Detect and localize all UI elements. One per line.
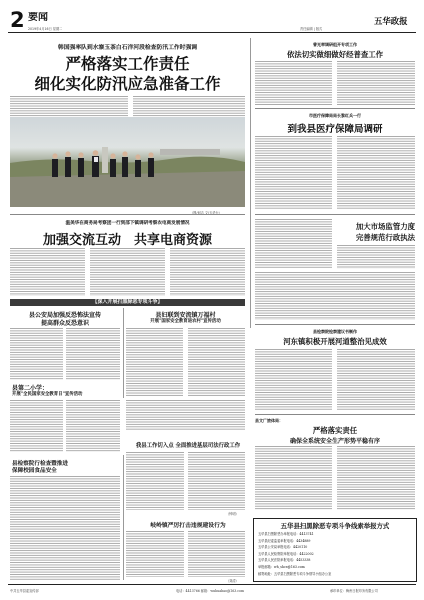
section-title: 要闻 — [28, 12, 48, 23]
rb2-rule — [255, 214, 415, 215]
special-a3-title-2: 开展"全民国家安全教育日"宣传活动 — [12, 392, 83, 397]
ecom-top-rule — [10, 214, 245, 215]
lead-headline-1: 严格落实工作责任 — [65, 54, 190, 73]
lead-headline-2: 细化实化防汛应急准备工作 — [34, 74, 221, 93]
special-a4-title-1: 县检察院行检查暨推进 — [12, 461, 68, 467]
rb5-kicker: 县文广旅体局： — [255, 418, 283, 423]
ecom-body-col-2 — [90, 248, 165, 296]
rb3-rule — [255, 324, 415, 325]
report-line: 五华县纪委监委举报电话：4434889 — [258, 538, 311, 543]
special-a1-body-col-2 — [66, 328, 120, 380]
rb1-headline: 依法切实做细做好经普查工作 — [286, 50, 384, 59]
report-line: 举报邮箱：wh_shce@163.com — [258, 564, 305, 569]
special-a4-title-2: 保障校园食品安全 — [12, 468, 57, 474]
report-box-title: 五华县扫黑除恶专项斗争线索举报方式 — [280, 522, 390, 530]
center-title: 我县工作切入点 全面推进基层司法行政工作 — [135, 443, 241, 449]
editor-info: 责任编辑 | 版式 — [300, 27, 323, 31]
rb4-kicker: 县检察院检察建议书制作 — [313, 329, 357, 334]
rb3-body-right — [337, 245, 415, 269]
rb4-headline: 河东镇积极开展河道整治见成效 — [283, 337, 387, 346]
special-a4-body — [10, 476, 120, 580]
rb4-body-col-1 — [255, 349, 332, 411]
lower-col-divider — [123, 455, 124, 580]
ecom-body-col-1 — [10, 248, 85, 296]
report-line: 五华县扫黑除恶办举报电话：4413741 — [258, 532, 314, 536]
rb5-body-col-1 — [255, 446, 332, 510]
rb3-body-bottom — [255, 272, 415, 320]
special-a2-title-2: 开展"国家安全教育进农村"宣传活动 — [150, 319, 221, 324]
rb5-headline-2: 确保全系统安全生产形势平稳有序 — [289, 438, 380, 445]
rb4-body-col-2 — [337, 349, 415, 411]
special-a3-body-col-2 — [66, 400, 120, 452]
rb2-body-col-2 — [337, 136, 415, 210]
lead-photo-caption: （图/何吉 文/五华台） — [190, 211, 222, 215]
report-line: 五华县人民法院举报电话：4453338 — [258, 558, 311, 563]
center-body-col-1 — [126, 452, 184, 510]
ecom-kicker: 温美华在商务局考察团一行到邵下镇调研考察农电商发展情况 — [65, 221, 190, 226]
ecom-body-col-3 — [170, 248, 245, 296]
rb4-rule — [255, 414, 415, 415]
ecom-headline: 加强交流互动 共享电商资源 — [42, 233, 212, 248]
rb1-rule — [255, 108, 415, 109]
lead-kicker: 韩国强率队到水寨玉茶白石洋河段检查防汛工作时强调 — [57, 45, 198, 51]
special-col-divider — [123, 308, 124, 398]
masthead-rule — [8, 32, 416, 33]
col-divider-main — [250, 38, 251, 328]
lead-photo — [10, 117, 245, 207]
special-a3-title-1: 县第二小学： — [12, 385, 49, 392]
report-line: 五华县公安局举报电话：4420110 — [258, 545, 308, 550]
rb1-body-col-1 — [255, 61, 332, 105]
rb1-body-col-2 — [337, 61, 415, 105]
special-a2-body-col-1 — [126, 328, 183, 396]
center-body-col-2 — [188, 452, 245, 510]
footer-left: 中共五华县委宣传部 — [10, 589, 39, 593]
page-number: 2 — [10, 10, 25, 31]
special-banner-text: 【深入开展扫黑除恶专项斗争】 — [92, 299, 163, 305]
center-intro-body — [126, 400, 245, 430]
special-a3-body-col-1 — [10, 400, 63, 452]
report-line: 五华县人民检察院举报电话：4422002 — [258, 551, 314, 556]
rb5-body-col-2 — [337, 446, 415, 510]
rb5-headline-1: 严格落实责任 — [312, 426, 358, 435]
rb3-body-left — [255, 219, 332, 269]
paper-name: 五华政报 — [374, 16, 408, 26]
special-a1-body-col-1 — [10, 328, 63, 380]
center-title-2: 岐岭镇严厉打击违规建设行为 — [150, 523, 226, 529]
footer-middle: 电话：4413766 邮箱：wuhuabao@163.com — [176, 589, 244, 593]
rb2-kicker: 市医疗保障局局长黎红兵一行 — [309, 113, 361, 118]
special-a2-title-1: 县妇联到安流镇万福村 — [155, 312, 216, 319]
special-a2-body-col-2 — [188, 328, 245, 396]
rb1-kicker: 曾光率调研组开专项工作 — [313, 42, 357, 47]
center-credit-1: （钟明） — [226, 512, 239, 516]
special-a1-title-2: 提高群众反恐意识 — [40, 320, 89, 327]
rb2-body-col-1 — [255, 136, 332, 210]
footer-rule — [8, 584, 416, 585]
footer-right: 承印单位：梅州日报印务有限公司 — [330, 589, 378, 593]
report-box-lines — [258, 531, 414, 577]
center-2-body-col-2 — [188, 531, 245, 577]
issue-date: 2019年4月16日 星期二 — [28, 27, 63, 31]
rb3-headline-2: 完善规范行政执法 — [355, 233, 415, 242]
rb3-headline-1: 加大市场监管力度 — [355, 222, 415, 231]
center-2-body-col-1 — [126, 531, 184, 577]
report-line: 邮寄地址：五华县扫黑除恶专项斗争领导小组办公室 — [258, 571, 332, 576]
center-credit-2: （刘清） — [226, 579, 239, 583]
rb2-headline: 到我县医疗保障局调研 — [287, 124, 383, 135]
lead-photo-scene — [10, 117, 245, 207]
special-a1-title-1: 县公安局加强反恐怖法宣传 — [28, 312, 101, 319]
